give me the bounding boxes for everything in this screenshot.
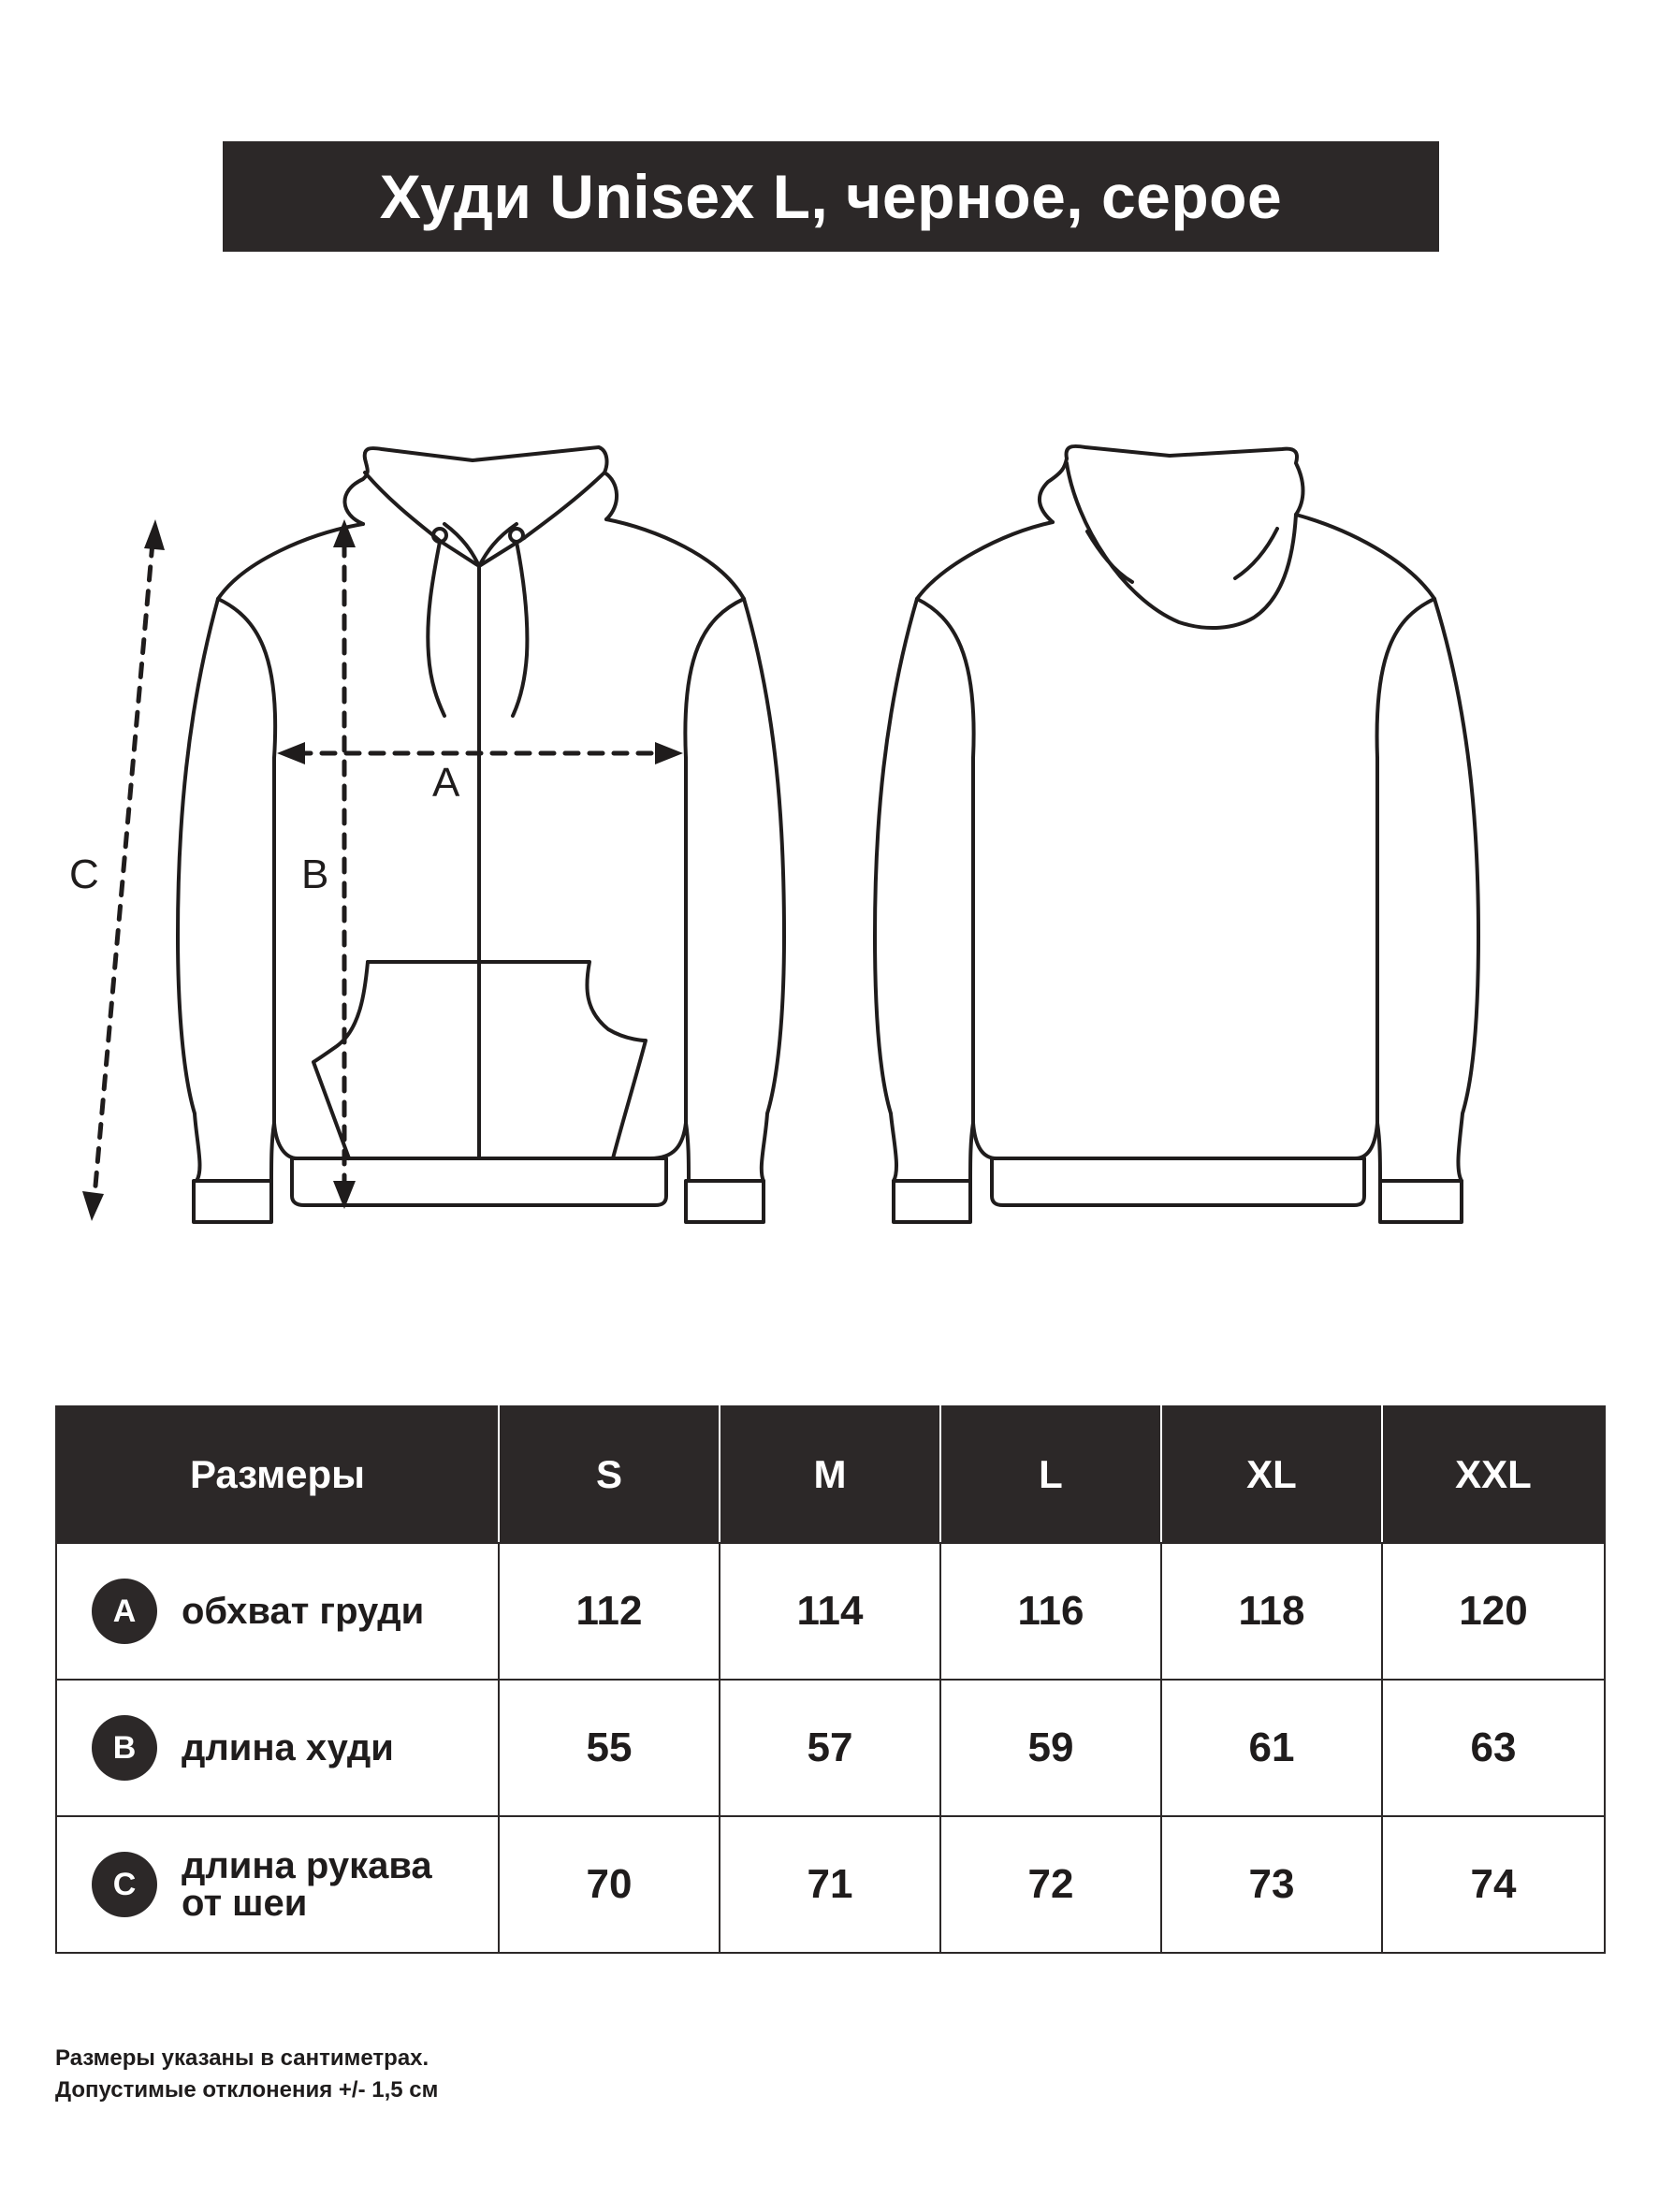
header-size: M [720,1406,940,1543]
table-row [56,1680,1605,1816]
dimension-label-a: A [432,760,460,806]
header-size: S [499,1406,720,1543]
arrow-c-top [144,519,165,550]
value-cell: 112 [499,1543,720,1680]
size-table [55,1405,1606,1954]
table-row [56,1816,1605,1953]
value-cell: 61 [1161,1680,1382,1816]
dimension-label-b: B [301,851,329,897]
header-label: Размеры [56,1406,499,1543]
row-label-cell [56,1816,499,1953]
value-cell: 118 [1161,1543,1382,1680]
arrow-b-top [333,519,356,547]
size-table-header-row [56,1406,1605,1543]
value-cell: 71 [720,1816,940,1953]
page-title: Худи Unisex L, черное, серое [379,162,1283,231]
value-cell: 63 [1382,1680,1605,1816]
footnote [55,2043,438,2106]
hoodie-front-outline [178,445,784,1222]
value-cell: 59 [940,1680,1161,1816]
param-label: длина худи [182,1727,394,1768]
value-cell: 73 [1161,1816,1382,1953]
footnote-line-2: Допустимые отклонения +/- 1,5 см [55,2077,439,2103]
value-cell: 55 [499,1680,720,1816]
row-label-cell [56,1543,499,1680]
param-label: длина рукава от шеи [182,1845,432,1924]
value-cell: 116 [940,1543,1161,1680]
value-cell: 120 [1382,1543,1605,1680]
table-row [56,1543,1605,1680]
badge-b: B [92,1715,157,1781]
header-size: XL [1161,1406,1382,1543]
param-label: обхват груди [182,1591,425,1632]
header-size: XXL [1382,1406,1605,1543]
footnote-line-1: Размеры указаны в сантиметрах. [55,2045,429,2071]
hoodie-back-outline [875,446,1478,1222]
badge-c: C [92,1852,157,1917]
badge-a: A [92,1579,157,1644]
value-cell: 72 [940,1816,1161,1953]
dimension-arrows [82,519,683,1221]
dimension-label-c: C [69,851,99,897]
arrow-a-right [655,742,683,764]
header-size: L [940,1406,1161,1543]
value-cell: 74 [1382,1816,1605,1953]
row-label-cell [56,1680,499,1816]
dimension-line-c [94,543,153,1207]
arrow-c-bottom [82,1191,104,1221]
value-cell: 114 [720,1543,940,1680]
arrow-a-left [277,742,305,764]
value-cell: 70 [499,1816,720,1953]
value-cell: 57 [720,1680,940,1816]
